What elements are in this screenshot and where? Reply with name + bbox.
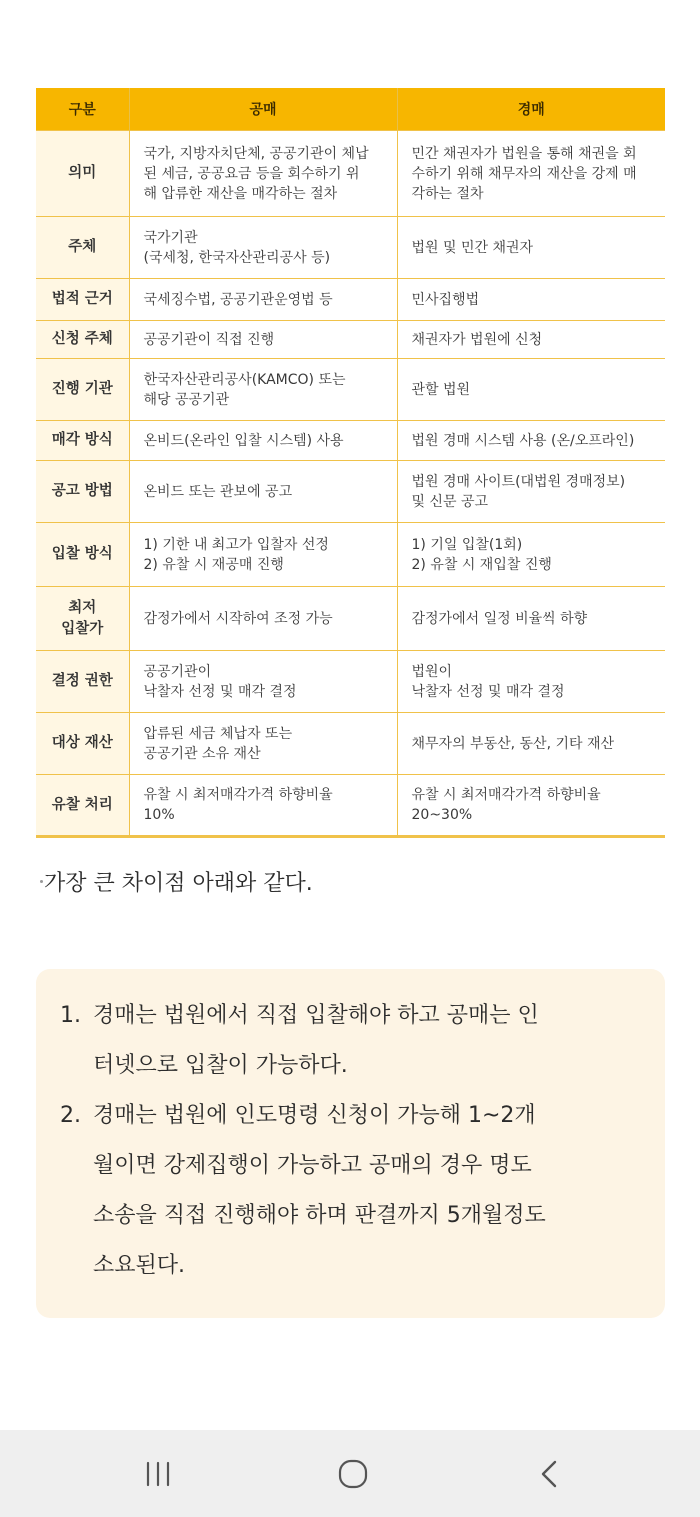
row-court-auction-cell <box>397 775 665 837</box>
cell-text-line: 유찰 시 최저매각가격 하향비율 <box>411 787 601 803</box>
table-header-row <box>36 88 665 131</box>
cell-text-line: 공고 방법 <box>51 483 113 499</box>
cell-text-line: 공공기관이 직접 진행 <box>143 331 275 348</box>
cell-text-line: 유찰 처리 <box>51 796 113 813</box>
cell-text-line: 법원 및 민간 채권자 <box>411 239 534 256</box>
cell-text-line: 채권자가 법원에 신청 <box>411 331 543 348</box>
row-public-auction-cell <box>129 279 397 321</box>
cell-text-line: 채무자의 부동산, 동산, 기타 재산 <box>411 735 615 752</box>
row-court-auction-cell <box>397 523 665 587</box>
table-row <box>36 217 665 279</box>
cell-text-line: 감정가에서 시작하여 조정 가능 <box>143 610 333 627</box>
row-court-auction-cell <box>397 713 665 775</box>
difference-text-line: 소요된다. <box>93 1253 186 1278</box>
table-row <box>36 587 665 651</box>
cell-text-line: 민사집행법 <box>411 291 480 308</box>
back-button[interactable] <box>520 1452 580 1496</box>
difference-item <box>60 1091 650 1291</box>
table-row <box>36 131 665 217</box>
row-public-auction-cell <box>129 651 397 713</box>
cell-text-line: 법원이 <box>411 663 453 680</box>
cell-text-line: 해당 공공기관 <box>143 391 230 408</box>
table-row <box>36 523 665 587</box>
table-row <box>36 461 665 523</box>
cell-text-line: 수하기 위해 채무자의 재산을 강제 매 <box>411 165 637 182</box>
cell-text-line: 국가, 지방자치단체, 공공기관이 체납 <box>143 145 369 162</box>
row-public-auction-cell <box>129 421 397 461</box>
table-row <box>36 421 665 461</box>
difference-text-line: 터넷으로 입찰이 가능하다. <box>93 1053 348 1078</box>
cell-text-line: 입찰가 <box>61 620 104 637</box>
cell-text-line: 결정 권한 <box>51 673 113 689</box>
row-category-cell <box>36 523 129 587</box>
cell-text-line: 공공기관이 <box>143 663 212 680</box>
row-category-cell <box>36 775 129 837</box>
row-category-cell <box>36 359 129 421</box>
cell-text-line: 민간 채권자가 법원을 통해 채권을 회 <box>411 145 637 162</box>
row-public-auction-cell <box>129 587 397 651</box>
row-category-cell <box>36 587 129 651</box>
row-public-auction-cell <box>129 461 397 523</box>
row-category-cell <box>36 651 129 713</box>
difference-text-line: 경매는 법원에서 직접 입찰해야 하고 공매는 인 <box>93 1003 539 1028</box>
cell-text-line: 해 압류한 재산을 매각하는 절차 <box>143 185 338 202</box>
home-icon <box>337 1458 369 1490</box>
row-category-cell <box>36 217 129 279</box>
difference-list <box>60 991 650 1291</box>
cell-text-line: 진행 기관 <box>51 381 113 397</box>
difference-text-line: 월이면 강제집행이 가능하고 공매의 경우 명도 <box>93 1153 532 1178</box>
cell-text-line: (국세청, 한국자산관리공사 등) <box>143 249 331 266</box>
cell-text-line: 20~30% <box>411 807 473 823</box>
cell-text-line: 2) 유찰 시 재공매 진행 <box>143 556 284 573</box>
summary-dot <box>40 880 43 883</box>
comparison-table-container <box>36 88 665 838</box>
cell-text-line: 최저 <box>68 599 97 616</box>
table-row <box>36 713 665 775</box>
cell-text-line: 법원 경매 시스템 사용 (온/오프라인) <box>411 432 635 449</box>
cell-text-line: 국가기관 <box>143 229 198 246</box>
cell-text-line: 한국자산관리공사(KAMCO) 또는 <box>143 371 346 388</box>
difference-item <box>60 991 650 1091</box>
row-category-cell <box>36 713 129 775</box>
row-public-auction-cell <box>129 131 397 217</box>
row-court-auction-cell <box>397 321 665 359</box>
row-public-auction-cell <box>129 359 397 421</box>
table-body <box>36 131 665 837</box>
cell-text-line: 의미 <box>68 165 97 181</box>
row-category-cell <box>36 131 129 217</box>
cell-text-line: 대상 재산 <box>51 735 113 751</box>
row-court-auction-cell <box>397 359 665 421</box>
row-category-cell <box>36 279 129 321</box>
cell-text-line: 온비드 또는 관보에 공고 <box>143 483 293 500</box>
header-category: 구분 <box>36 88 129 131</box>
summary-text: 가장 큰 차이점 아래와 같다. <box>44 871 313 896</box>
table-row <box>36 359 665 421</box>
row-court-auction-cell <box>397 279 665 321</box>
cell-text-line: 법원 경매 사이트(대법원 경매정보) <box>411 473 626 490</box>
difference-number: 2. <box>60 1103 81 1128</box>
cell-text-line: 신청 주체 <box>51 331 113 347</box>
difference-text-line: 소송을 직접 진행해야 하며 판결까지 5개월정도 <box>93 1203 546 1228</box>
difference-text-line: 경매는 법원에 인도명령 신청이 가능해 1~2개 <box>93 1103 536 1128</box>
row-public-auction-cell <box>129 523 397 587</box>
cell-text-line: 10% <box>143 807 175 823</box>
row-public-auction-cell <box>129 713 397 775</box>
cell-text-line: 1) 기일 입찰(1회) <box>411 536 523 553</box>
row-public-auction-cell <box>129 217 397 279</box>
cell-text-line: 공공기관 소유 재산 <box>143 745 261 762</box>
header-public-auction: 공매 <box>129 88 397 131</box>
table-row <box>36 651 665 713</box>
row-category-cell <box>36 461 129 523</box>
row-category-cell <box>36 421 129 461</box>
recent-apps-icon <box>143 1459 173 1489</box>
cell-text-line: 법적 근거 <box>51 291 113 307</box>
cell-text-line: 주체 <box>68 239 97 255</box>
recent-apps-button[interactable] <box>128 1452 188 1496</box>
cell-text-line: 입찰 방식 <box>51 546 113 562</box>
cell-text-line: 국세징수법, 공공기관운영법 등 <box>143 291 333 308</box>
cell-text-line: 낙찰자 선정 및 매각 결정 <box>411 683 565 700</box>
cell-text-line: 유찰 시 최저매각가격 하향비율 <box>143 787 333 803</box>
callout-box <box>36 969 665 1318</box>
cell-text-line: 1) 기한 내 최고가 입찰자 선정 <box>143 536 329 553</box>
cell-text-line: 압류된 세금 체납자 또는 <box>143 725 293 742</box>
row-category-cell <box>36 321 129 359</box>
cell-text-line: 관할 법원 <box>411 381 471 398</box>
cell-text-line: 2) 유찰 시 재입찰 진행 <box>411 556 552 573</box>
row-court-auction-cell <box>397 651 665 713</box>
table-row <box>36 279 665 321</box>
comparison-table <box>36 88 665 838</box>
row-court-auction-cell <box>397 421 665 461</box>
cell-text-line: 매각 방식 <box>51 432 113 448</box>
table-row <box>36 321 665 359</box>
row-court-auction-cell <box>397 217 665 279</box>
row-public-auction-cell <box>129 775 397 837</box>
home-button[interactable] <box>323 1452 383 1496</box>
cell-text-line: 낙찰자 선정 및 매각 결정 <box>143 683 297 700</box>
cell-text-line: 된 세금, 공공요금 등을 회수하기 위 <box>143 165 360 182</box>
back-icon <box>535 1459 565 1489</box>
system-navigation-bar <box>0 1430 700 1517</box>
cell-text-line: 및 신문 공고 <box>411 493 489 510</box>
difference-number: 1. <box>60 1003 81 1028</box>
row-court-auction-cell <box>397 461 665 523</box>
row-court-auction-cell <box>397 131 665 217</box>
header-court-auction: 경매 <box>397 88 665 131</box>
cell-text-line: 각하는 절차 <box>411 185 484 202</box>
row-court-auction-cell <box>397 587 665 651</box>
cell-text-line: 감정가에서 일정 비율씩 하향 <box>411 610 588 627</box>
table-row <box>36 775 665 837</box>
cell-text-line: 온비드(온라인 입찰 시스템) 사용 <box>143 432 344 449</box>
row-public-auction-cell <box>129 321 397 359</box>
